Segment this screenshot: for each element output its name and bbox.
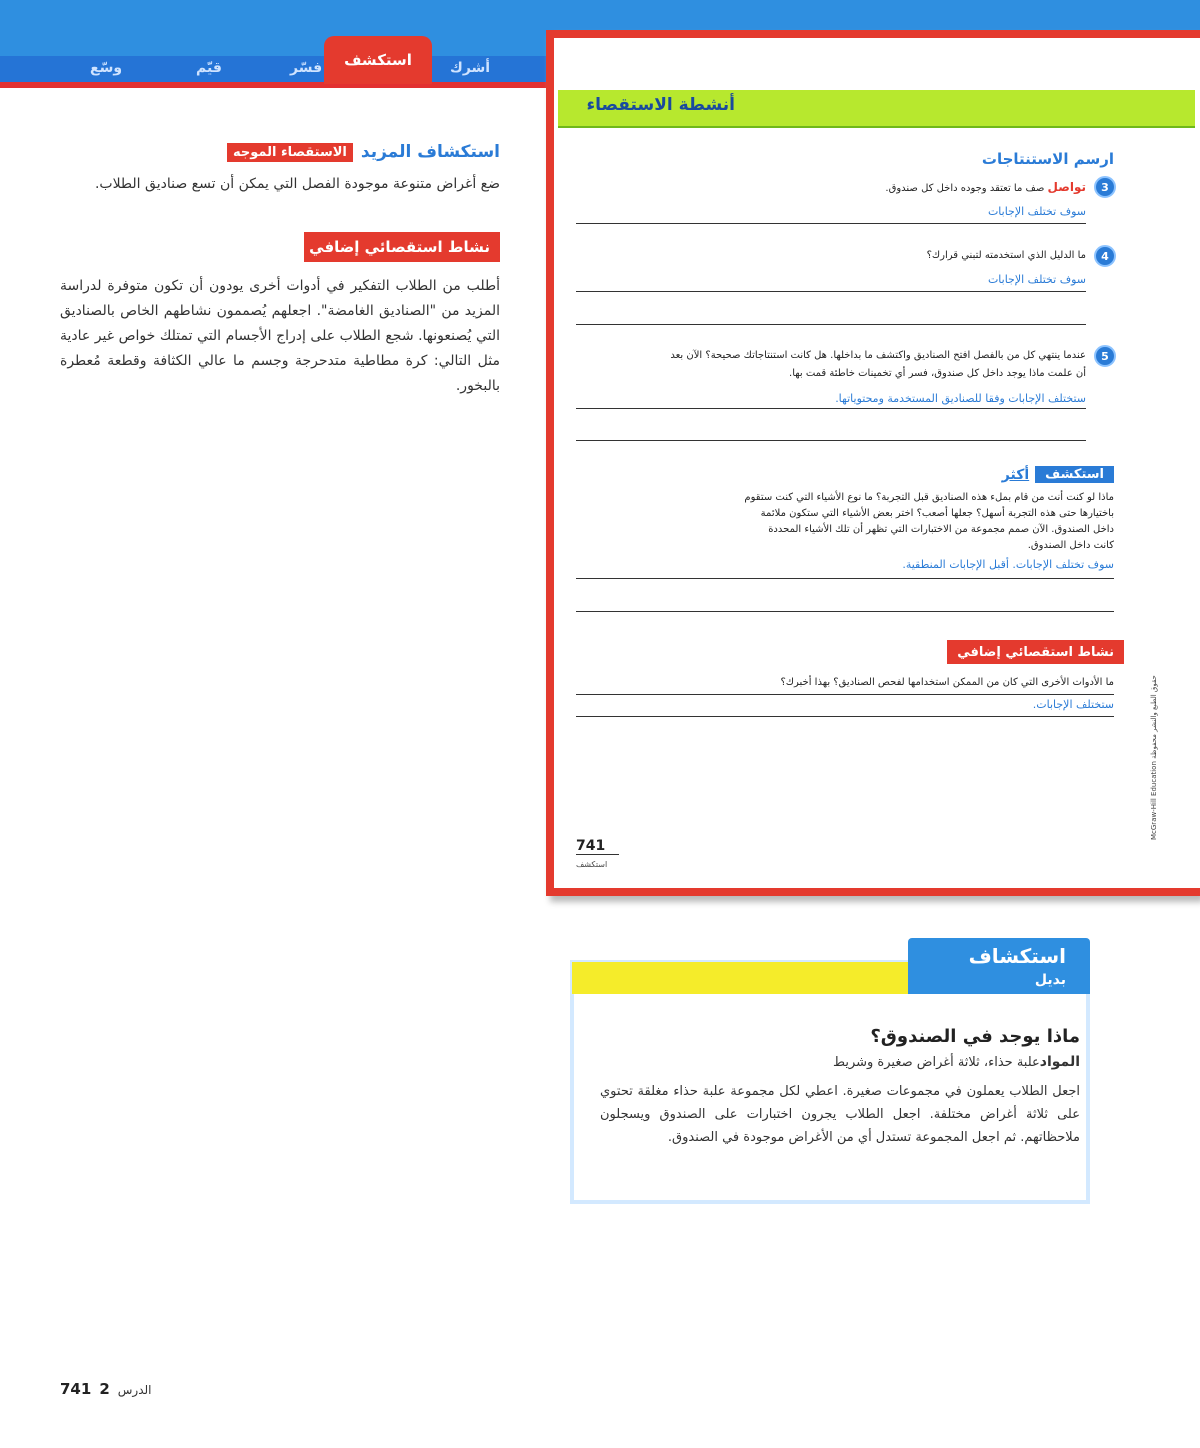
student-page-label: استكشف (576, 860, 608, 869)
side-credit: McGraw-Hill Education حقوق الطبع والنشر محفوظة (1150, 675, 1158, 840)
extra-activity-text: أطلب من الطلاب التفكير في أدوات أخرى يودون أن تكون متوفرة لدراسة المزيد من "الصناديق الغامضة". اجعلهم يُصممون نشاطهم الخاص بالصناديق التي يُصنعونها. شجع الطلاب على إدراج الأجسام التي تمتلك خواص غير عادية مثل التالي: كرة مطاطية متدحرجة وجسم ما عالي الكثافة وقطعة مُعطرة بالبخور. (60, 278, 500, 394)
alt-explore-subtitle: بديل (1034, 972, 1066, 988)
alt-explore-question: ماذا يوجد في الصندوق؟ (870, 1026, 1080, 1047)
explore-more-header (1002, 466, 1114, 483)
question-5-text-line1: عندما ينتهي كل من بالفصل افتح الصناديق واكتشف ما بداخلها. هل كانت استنتاجاتك صحيحة؟ الآن بعد (670, 350, 1086, 361)
answer-line (576, 611, 1114, 612)
extra-inquiry-question: ما الأدوات الأخرى التي كان من الممكن استخدامها لفحص الصناديق؟ بهذا أخبرك؟ (780, 677, 1114, 688)
answer-line (576, 291, 1086, 292)
answer-line (576, 440, 1086, 441)
explore-more-tag: استكشف (1035, 466, 1114, 483)
alt-explore-materials (833, 1054, 1080, 1070)
alt-explore-title: استكشاف (968, 944, 1066, 968)
draw-conclusions-heading: ارسم الاستنتاجات (981, 150, 1114, 168)
header-red-line (0, 82, 550, 88)
answer-line (576, 223, 1086, 224)
question-4-answer: سوف تختلف الإجابات (987, 273, 1086, 286)
tab-evaluate[interactable]: قيّم (196, 60, 222, 76)
question-3-text (885, 180, 1086, 194)
explore-more-line1: ماذا لو كنت أنت من قام بملء هذه الصناديق قبل التجربة؟ ما نوع الأشياء التي كنت ستقوم (744, 492, 1114, 503)
explore-more-line3: داخل الصندوق. الآن صمم مجموعة من الاختبارات التي تظهر أن تلك الأشياء المحددة (768, 524, 1114, 535)
alt-explore-tab (908, 938, 1090, 994)
footer-lesson-label: الدرس (117, 1383, 152, 1397)
footer-lesson-number: 2 (99, 1380, 110, 1398)
materials-text: علبة حذاء، ثلاثة أغراض صغيرة وشريط (833, 1055, 1040, 1070)
guided-inquiry-header (227, 142, 500, 162)
question-3-answer: سوف تختلف الإجابات (987, 205, 1086, 218)
question-5-number: 5 (1094, 345, 1116, 367)
answer-line (576, 408, 1086, 409)
footer-page-number: 741 (60, 1380, 92, 1398)
banner-title: أنشطة الاستقصاء (586, 95, 735, 115)
answer-line (576, 324, 1086, 325)
question-3-number: 3 (1094, 176, 1116, 198)
alt-explore-body: اجعل الطلاب يعملون في مجموعات صغيرة. اعطي لكل مجموعة علبة حذاء مغلقة تحتوي على ثلاثة أغراض مختلفة. اجعل الطلاب يجرون اختبارات على الصندوق ويسجلون ملاحظاتهم. ثم اجعل المجموعة تستدل أي من الأغراض موجودة في الصندوق. (600, 1084, 1080, 1145)
answer-line (576, 694, 1114, 695)
explore-more-line2: باختيارها حتى هذه التجربة أسهل؟ جعلها أصعب؟ اختر بعض الأشياء التي ستكون ملائمة (760, 508, 1114, 519)
alt-explore-decor (572, 962, 932, 994)
explore-more-heading: استكشاف المزيد (360, 142, 500, 162)
question-4-number: 4 (1094, 245, 1116, 267)
guided-inquiry-tag: الاستقصاء الموجه (227, 143, 353, 162)
extra-inquiry-answer: ستختلف الإجابات. (1032, 698, 1114, 711)
tab-explain[interactable]: فسّر (290, 60, 323, 76)
question-5-text-line2: أن علمت ماذا يوجد داخل كل صندوق، فسر أي تخمينات خاطئة قمت بها. (789, 368, 1086, 379)
tab-explore-active[interactable]: استكشف (324, 36, 432, 84)
inquiry-activities-banner (558, 90, 1195, 128)
materials-label: المواد (1039, 1054, 1080, 1070)
extra-inquiry-tag: نشاط استقصائي إضافي (947, 640, 1124, 664)
student-page-number: 741 (576, 838, 619, 855)
explore-more-answer: سوف تختلف الإجابات. أقبل الإجابات المنطقية. (902, 558, 1114, 571)
answer-line (576, 578, 1114, 579)
page-footer (60, 1380, 151, 1398)
tab-elaborate[interactable]: وسّع (90, 60, 123, 76)
explore-more-line4: كانت داخل الصندوق. (1027, 540, 1114, 551)
question-3-prompt: صف ما تعتقد وجوده داخل كل صندوق. (885, 183, 1045, 194)
tab-engage[interactable]: أشرك (450, 60, 491, 76)
explore-more-text: ضع أغراض متنوعة موجودة الفصل التي يمكن أن تسع صناديق الطلاب. (94, 176, 500, 192)
answer-line (576, 716, 1114, 717)
extra-activity-title: نشاط استقصائي إضافي (304, 232, 500, 262)
explore-more-word: أكثر (1001, 466, 1030, 483)
question-3-label: تواصل (1047, 180, 1086, 194)
question-5-answer: ستختلف الإجابات وفقا للصناديق المستخدمة ومحتوياتها. (835, 392, 1086, 405)
question-4-text: ما الدليل الذي استخدمته لتبني قرارك؟ (926, 250, 1086, 261)
